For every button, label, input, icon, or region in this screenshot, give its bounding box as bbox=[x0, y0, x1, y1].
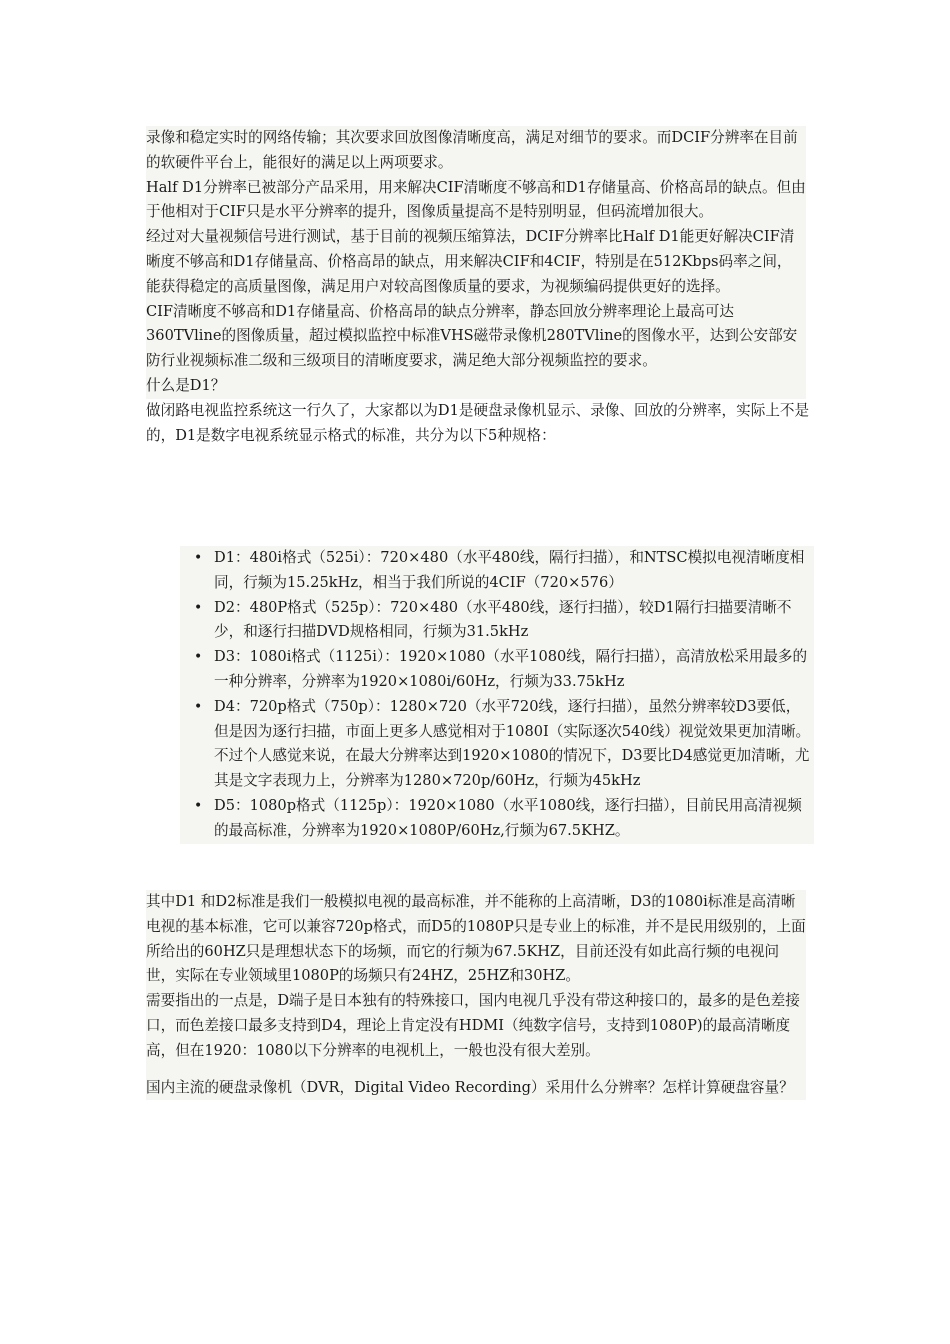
bullet-icon: • bbox=[194, 797, 203, 814]
bullet-icon: • bbox=[194, 698, 203, 715]
d5-format-text: D5：1080p格式（1125p）：1920×1080（水平1080线，逐行扫描），目前民用高清视频的最高标准，分辨率为1920×1080P/60Hz,行频为67.5KHZ。 bbox=[214, 796, 802, 839]
top-text-section bbox=[146, 126, 810, 448]
list-item bbox=[188, 794, 814, 844]
paragraph-dcif-intro: 录像和稳定实时的网络传输；其次要求回放图像清晰度高，满足对细节的要求。而DCIF分辨率在目前的软硬件平台上，能很好的满足以上两项要求。 bbox=[146, 129, 798, 171]
question-dvr-resolution: 国内主流的硬盘录像机（DVR，Digital Video Recording）采用什么分辨率？怎样计算硬盘容量？ bbox=[146, 1078, 794, 1096]
paragraph-d-terminal: 需要指出的一点是，D端子是日本独有的特殊接口，国内电视几乎没有带这种接口的，最多的是色差接口，而色差接口最多支持到D4，理论上肯定没有HDMI（纯数字信号，支持到1080P)的最高清晰度高，但在1920：1080以下分辨率的电视机上，一般也没有很大差别。 bbox=[146, 992, 800, 1059]
d1-format-text: D1：480i格式（525i）：720×480（水平480线，隔行扫描），和NTSC模拟电视清晰度相同，行频为15.25kHz，相当于我们所说的4CIF（720×576） bbox=[214, 549, 805, 591]
list-item bbox=[188, 695, 814, 794]
bullet-icon: • bbox=[194, 599, 203, 616]
bullet-icon: • bbox=[194, 649, 203, 666]
bullet-icon: • bbox=[194, 550, 203, 566]
d2-format-text: D2：480P格式（525p）：720×480（水平480线，逐行扫描），较D1隔行扫描要清晰不少，和逐行扫描DVD规格相同，行频为31.5kHz bbox=[214, 598, 792, 641]
bottom-text-section bbox=[146, 890, 806, 1100]
d4-format-text: D4：720p格式（750p）：1280×720（水平720线，逐行扫描），虽然分辨率较D3要低，但是因为逐行扫描，市面上更多人感觉相对于1080I（实际逐次540线）视觉效果更加清晰。不过个人感觉来说，在最大分辨率达到1920×1080的情况下，D3要比D4感觉更加清晰，尤其是文字表现力上，分辨率为1280×720p/60Hz，行频为45kHz bbox=[214, 697, 811, 790]
paragraph-dcif-test: 经过对大量视频信号进行测试，基于目前的视频压缩算法，DCIF分辨率比Half D1能更好解决CIF清晰度不够高和D1存储量高、价格高昂的缺点，用来解决CIF和4CIF，特别是在512Kbps码率之间，能获得稳定的高质量图像，满足用户对较高图像质量的要求，为视频编码提供更好的选择。 bbox=[146, 228, 795, 295]
paragraph-gap bbox=[146, 1064, 806, 1076]
list-item bbox=[188, 645, 814, 695]
paragraph-cif-quality: CIF清晰度不够高和D1存储量高、价格高昂的缺点分辨率，静态回放分辨率理论上最高可达360TVline的图像质量，超过模拟监控中标准VHS磁带录像机280TVline的图像水平，达到公安部安防行业视频标准二级和三级项目的清晰度要求，满足绝大部分视频监控的要求。 bbox=[146, 302, 798, 370]
d-format-list bbox=[180, 546, 814, 844]
list-item bbox=[188, 546, 814, 596]
paragraph-d-standards: 其中D1 和D2标准是我们一般模拟电视的最高标准，并不能称的上高清晰，D3的1080i标准是高清晰电视的基本标准，它可以兼容720p格式，而D5的1080P只是专业上的标准，并不是民用级别的，上面所给出的60HZ只是理想状态下的场频，而它的行频为67.5KHZ，目前还没有如此高行频的电视问世，实际在专业领域里1080P的场频只有24HZ，25HZ和30HZ。 bbox=[146, 893, 806, 985]
paragraph-half-d1: Half D1分辨率已被部分产品采用，用来解决CIF清晰度不够高和D1存储量高、价格高昂的缺点。但由于他相对于CIF只是水平分辨率的提升，图像质量提高不是特别明显，但码流增加很大。 bbox=[146, 178, 806, 221]
question-what-is-d1: 什么是D1？ bbox=[146, 376, 226, 394]
list-item bbox=[188, 596, 814, 646]
d3-format-text: D3：1080i格式（1125i）：1920×1080（水平1080线，隔行扫描），高清放松采用最多的一种分辨率，分辨率为1920×1080i/60Hz，行频为33.75kHz bbox=[214, 648, 808, 690]
d-format-list-section bbox=[180, 546, 814, 844]
paragraph-d1-intro: 做闭路电视监控系统这一行久了，大家都以为D1是硬盘录像机显示、录像、回放的分辨率，实际上不是的，D1是数字电视系统显示格式的标准，共分为以下5种规格： bbox=[146, 399, 814, 449]
